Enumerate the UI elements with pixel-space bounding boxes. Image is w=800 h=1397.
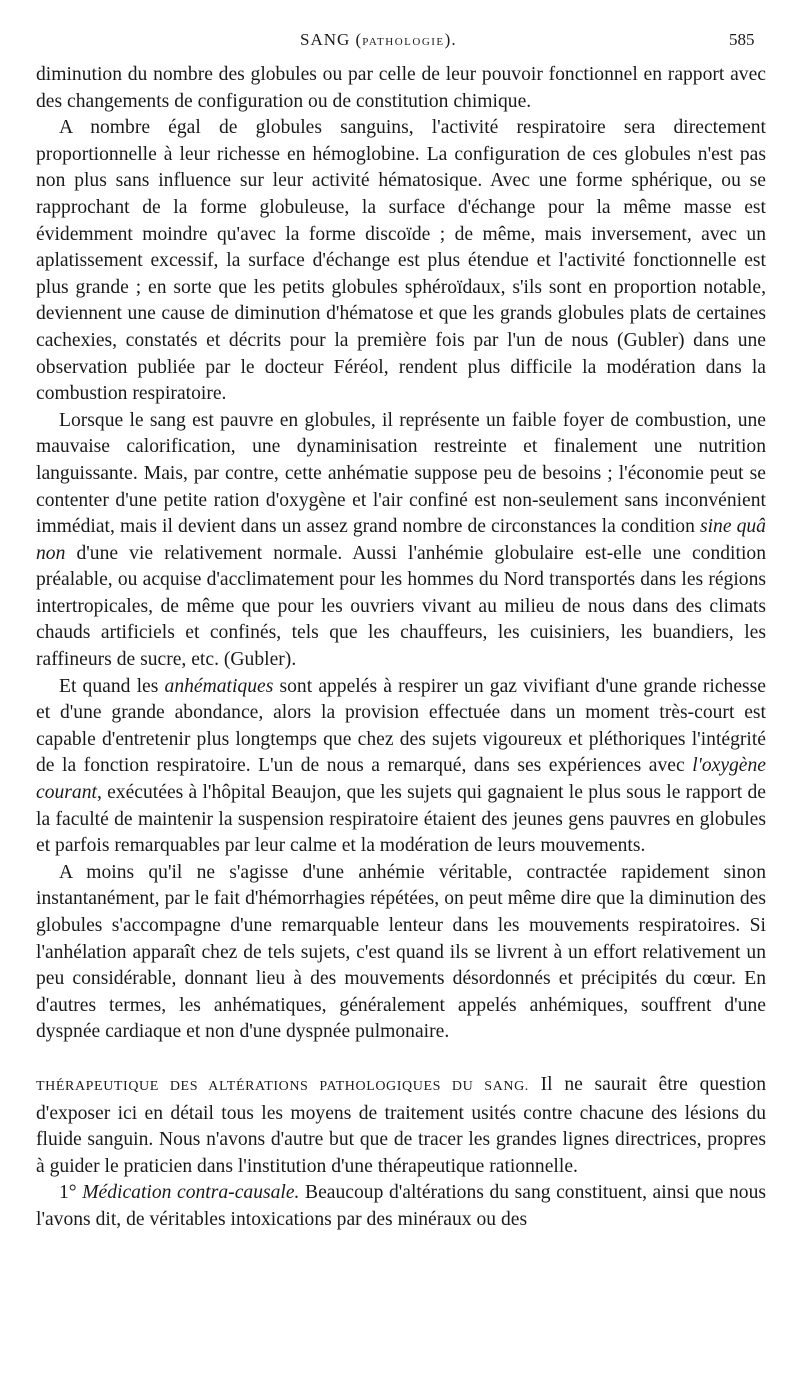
paragraph-text: A moins qu'il ne s'agisse d'une anhémie véritable, contractée rapidement sinon instantanément, par le fait d'hémorrhagies répétées, on peut même dire que la diminution des globules s'accompagne d'une remarquable lenteur dans les mouvements respiratoires. Si l'anhélation apparaît chez de tels sujets, c'est quand ils se livrent à un effort relativement un peu considérable, donnant lieu à des mouvements désordonnés et précipités du cœur. En d'autres termes, les anhématiques, généralement appelés anhémiques, souffrent d'une dyspnée cardiaque et non d'une dyspnée pulmonaire.	[36, 861, 766, 1043]
italic-phrase: anhématiques	[164, 675, 274, 697]
paragraph-anhematiques	[36, 674, 766, 860]
section-title: THÉRAPEUTIQUE DES ALTÉRATIONS PATHOLOGIQUES DU SANG.	[36, 1078, 529, 1094]
paragraph-text: Lorsque le sang est pauvre en globules, il représente un faible foyer de combustion, une mauvaise calorification, une dynaminisation restreinte et finalement une nutrition languissante. Mais, par contre, cette anhématie suppose peu de besoins ; l'économie peut se contenter d'une petite ration d'oxygène et l'air confiné est non-seulement sans inconvénient immédiat, mais il devient dans un assez grand nombre de circonstances la condition	[36, 409, 766, 538]
page-number: 585	[729, 30, 755, 49]
running-title-sub: PATHOLOGIE	[362, 36, 445, 48]
body-text	[36, 62, 766, 1234]
running-title-close: ).	[444, 30, 457, 49]
italic-heading: Médication contra-causale.	[82, 1182, 300, 1204]
running-title-open: (	[355, 30, 363, 49]
running-title-main: SANG	[300, 30, 351, 49]
paragraph-hemoglobin	[36, 115, 766, 408]
paragraph-medication	[36, 1180, 766, 1233]
paragraph-dyspnee	[36, 860, 766, 1046]
paragraph-anhematie	[36, 408, 766, 674]
paragraph-text: Et quand les	[59, 675, 165, 697]
italic-phrase: sine quâ non	[36, 516, 766, 564]
list-number: 1°	[59, 1182, 77, 1204]
paragraph-text: , exécutées à l'hôpital Beaujon, que les sujets qui gagnaient le plus sous le rapport de la faculté de maintenir la suspension respiratoire étaient des jeunes gens pauvres en globules et parfois remarquables par leur calme et la modération de leurs mouvements.	[36, 782, 766, 857]
paragraph-continuation	[36, 62, 766, 115]
paragraph-text: diminution du nombre des globules ou par celle de leur pouvoir fonctionnel en rapport avec des changements de configuration ou de constitution chimique.	[36, 64, 766, 112]
running-title	[300, 30, 457, 50]
running-head	[0, 30, 800, 54]
paragraph-text: d'une vie relativement normale. Aussi l'anhémie globulaire est-elle une condition préalable, ou acquise d'acclimatement pour les hommes du Nord transportés dans les régions intertropicales, de même que pour les ouvriers vivant au milieu de nous dans des climats chauds artificiels et confinés, tels que les chauffeurs, les cuisiniers, les buandiers, les raffineurs de sucre, etc. (Gubler).	[36, 542, 766, 671]
paragraph-text: Il ne saurait être question d'exposer ici en détail tous les moyens de traitement usités contre chacune des lésions du fluide sanguin. Nous n'avons d'autre but que de tracer les grandes lignes directrices, propres à guider le praticien dans l'institution d'une thérapeutique rationnelle.	[36, 1073, 766, 1177]
paragraph-text: sont appelés à respirer un gaz vivifiant d'une grande richesse et d'une grande abondance, alors la provision effectuée dans un moment très-court est capable d'entretenir plus longtemps que chez des sujets vigoureux et pléthoriques l'intégrité de la fonction respiratoire. L'un de nous a remarqué, dans ses expériences avec	[36, 675, 766, 777]
paragraph-text: Beaucoup d'altérations du sang constituent, ainsi que nous l'avons dit, de véritables intoxications par des minéraux ou des	[36, 1182, 767, 1230]
paragraph-text: A nombre égal de globules sanguins, l'activité respiratoire sera directement proportionnelle à leur richesse en hémoglobine. La configuration de ces globules n'est pas non plus sans influence sur leur activité hématosique. Avec une forme sphérique, ou se rapprochant de la forme globuleuse, la surface d'échange pour la même masse est évidemment moindre qu'avec la forme discoïde ; de même, mais inversement, avec un aplatissement excessif, la surface d'échange est plus étendue et l'activité fonctionnelle est plus grande ; en sorte que les petits globules sphéroïdaux, s'ils sont en proportion notable, deviennent une cause de diminution d'hématose et que les grands globules plats de certaines cachexies, constatés et décrits pour la première fois par l'un de nous (Gubler) dans une observation publiée par le docteur Féréol, rendent plus difficile la modération dans la combustion respiratoire.	[36, 117, 766, 405]
italic-phrase: l'oxygène courant	[36, 755, 766, 804]
paragraph-therapeutique	[36, 1072, 766, 1180]
